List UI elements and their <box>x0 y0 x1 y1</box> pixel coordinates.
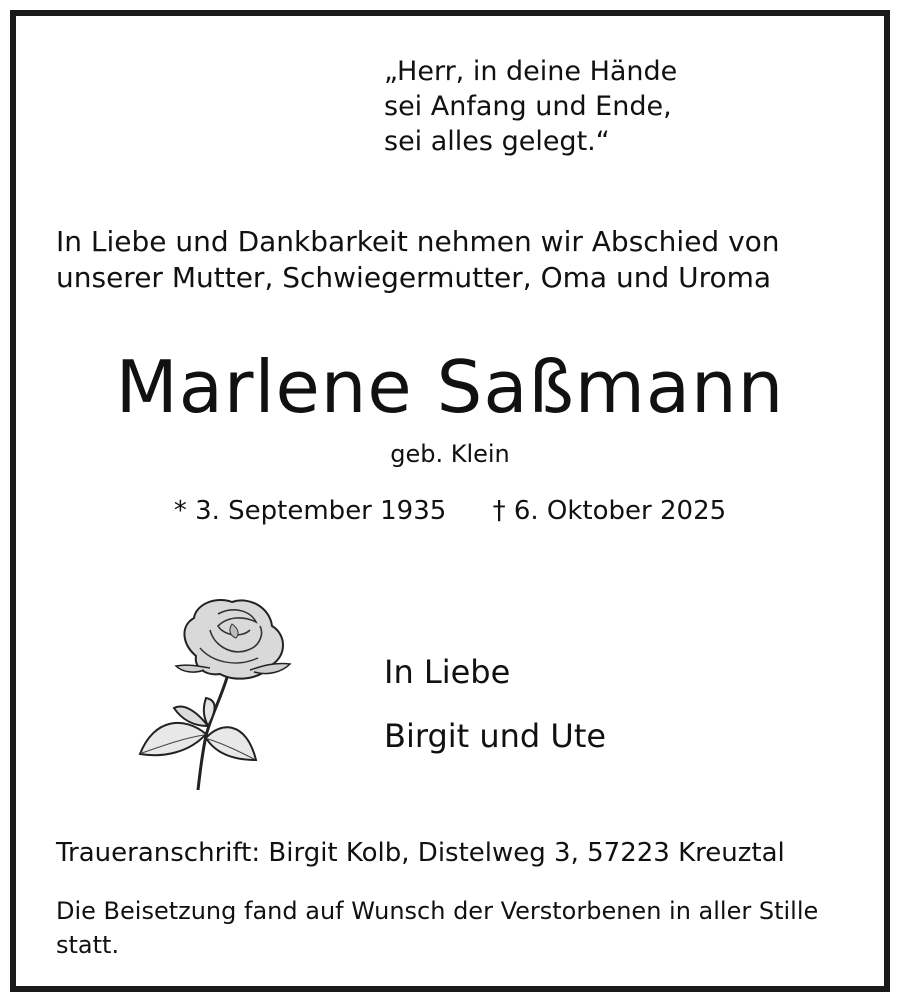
maiden-name: geb. Klein <box>390 440 510 468</box>
mourning-address: Traueranschrift: Birgit Kolb, Distelweg 3, 57223 Kreuztal <box>56 838 785 868</box>
intro-line: unserer Mutter, Schwiegermutter, Oma und Uroma <box>56 261 772 294</box>
deceased-name: Marlene Saßmann <box>115 345 785 429</box>
quote-line: sei Anfang und Ende, <box>384 91 672 122</box>
life-dates <box>16 496 884 526</box>
signoff-line: In Liebe <box>384 653 511 691</box>
signoff-names: Birgit und Ute <box>384 717 607 755</box>
intro-line: In Liebe und Dankbarkeit nehmen wir Abschied von <box>56 225 780 258</box>
death-date: † 6. Oktober 2025 <box>492 496 727 526</box>
intro-text <box>56 224 780 296</box>
quote-block <box>384 54 677 159</box>
quote-line: „Herr, in deine Hände <box>384 56 678 87</box>
signoff-block <box>384 640 606 768</box>
birth-date: * 3. September 1935 <box>173 496 447 526</box>
burial-note: Die Beisetzung fand auf Wunsch der Verstorbenen in aller Stille statt. <box>56 897 819 959</box>
rose-icon <box>124 586 304 796</box>
obituary-frame <box>10 10 890 992</box>
quote-line: sei alles gelegt.“ <box>384 126 610 157</box>
